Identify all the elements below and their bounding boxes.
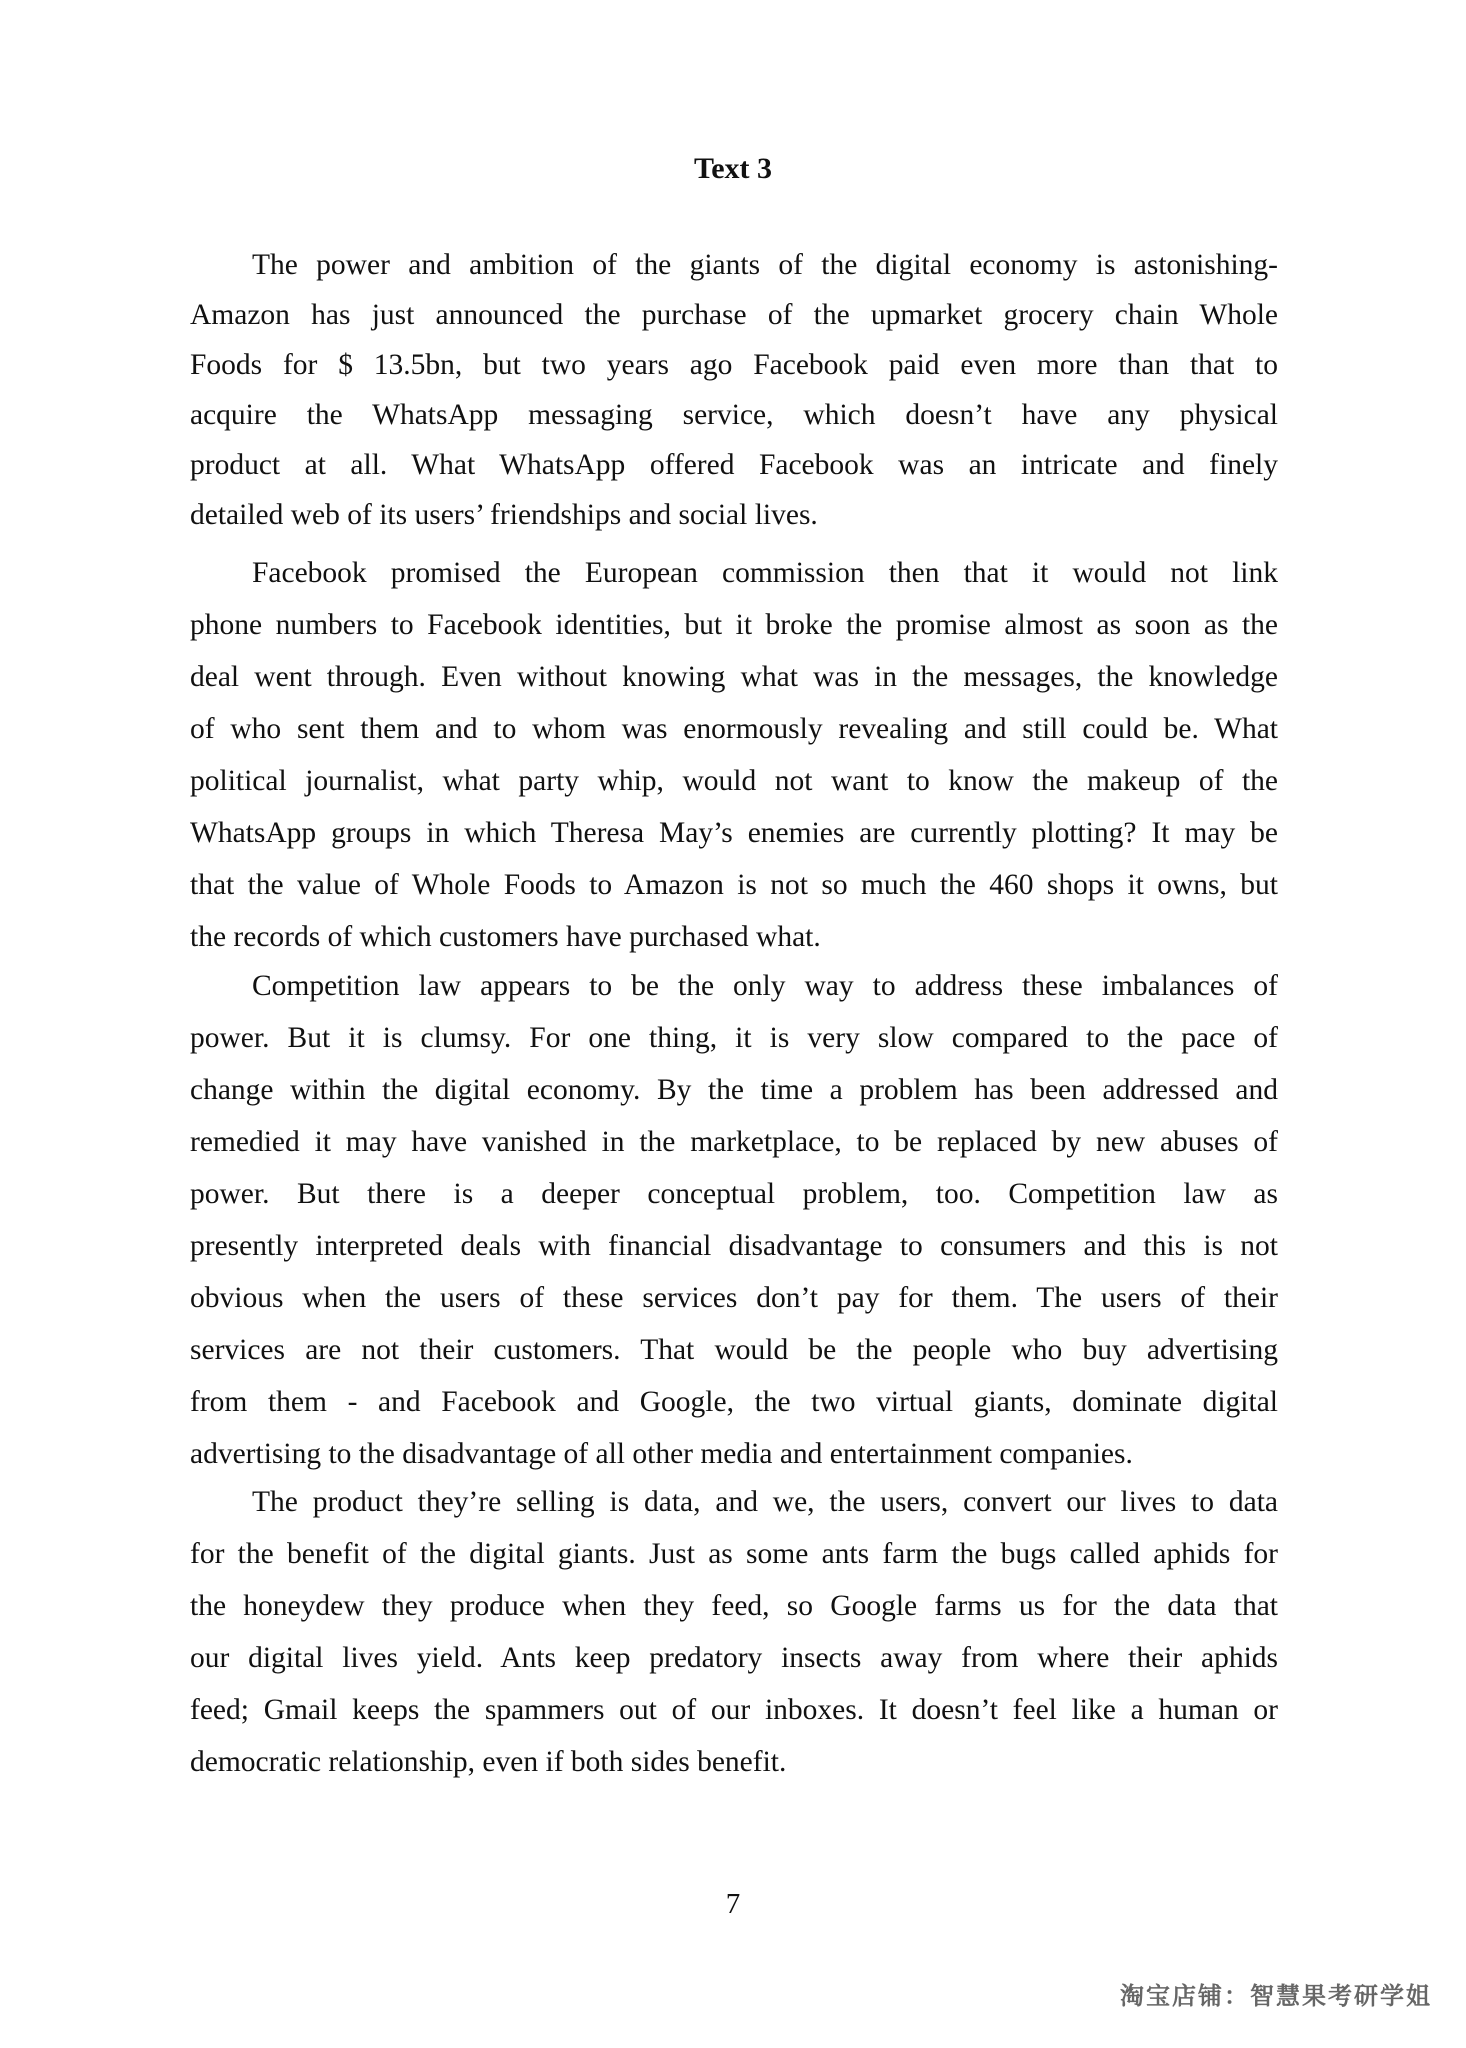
paragraph-4 <box>190 1476 1278 1788</box>
page-title: Text 3 <box>693 152 773 185</box>
text-line: services are not their customers. That would be the people who buy advertising <box>190 1334 1278 1366</box>
text-line: of who sent them and to whom was enormously revealing and still could be. What <box>190 713 1278 745</box>
text-line: the honeydew they produce when they feed, so Google farms us for the data that <box>190 1590 1278 1622</box>
text-line: phone numbers to Facebook identities, but it broke the promise almost as soon as the <box>190 609 1278 641</box>
text-line: presently interpreted deals with financial disadvantage to consumers and this is not <box>190 1230 1278 1262</box>
text-line: from them - and Facebook and Google, the two virtual giants, dominate digital <box>190 1386 1278 1418</box>
text-line: product at all. What WhatsApp offered Facebook was an intricate and finely <box>190 449 1278 481</box>
text-line: The power and ambition of the giants of the digital economy is astonishing- <box>252 249 1278 281</box>
text-line: remedied it may have vanished in the marketplace, to be replaced by new abuses of <box>190 1126 1278 1158</box>
shop-watermark: 淘宝店铺：智慧果考研学姐 <box>1120 1982 1432 2010</box>
text-line: Facebook promised the European commission then that it would not link <box>252 557 1278 589</box>
text-line: Amazon has just announced the purchase of the upmarket grocery chain Whole <box>190 299 1278 331</box>
text-line: deal went through. Even without knowing what was in the messages, the knowledge <box>190 661 1278 693</box>
text-line: political journalist, what party whip, would not want to know the makeup of the <box>190 765 1278 797</box>
text-line: The product they’re selling is data, and we, the users, convert our lives to data <box>252 1486 1278 1518</box>
page-number: 7 <box>725 1888 741 1920</box>
text-line: power. But there is a deeper conceptual problem, too. Competition law as <box>190 1178 1278 1210</box>
text-line: for the benefit of the digital giants. Just as some ants farm the bugs called aphids for <box>190 1538 1278 1570</box>
text-line: feed; Gmail keeps the spammers out of our inboxes. It doesn’t feel like a human or <box>190 1694 1278 1726</box>
paragraph-2 <box>190 547 1278 963</box>
paragraph-1 <box>190 240 1278 540</box>
text-line: our digital lives yield. Ants keep predatory insects away from where their aphids <box>190 1642 1278 1674</box>
text-line: acquire the WhatsApp messaging service, which doesn’t have any physical <box>190 399 1278 431</box>
text-line: change within the digital economy. By the time a problem has been addressed and <box>190 1074 1278 1106</box>
text-line: Competition law appears to be the only way to address these imbalances of <box>252 970 1278 1002</box>
paragraph-3 <box>190 960 1278 1480</box>
text-line: power. But it is clumsy. For one thing, it is very slow compared to the pace of <box>190 1022 1278 1054</box>
text-line: obvious when the users of these services don’t pay for them. The users of their <box>190 1282 1278 1314</box>
text-line: detailed web of its users’ friendships and social lives. <box>190 499 818 531</box>
text-line: democratic relationship, even if both sides benefit. <box>190 1746 787 1778</box>
text-line: WhatsApp groups in which Theresa May’s enemies are currently plotting? It may be <box>190 817 1278 849</box>
text-line: advertising to the disadvantage of all other media and entertainment companies. <box>190 1438 1133 1470</box>
text-line: that the value of Whole Foods to Amazon is not so much the 460 shops it owns, but <box>190 869 1278 901</box>
text-line: Foods for $ 13.5bn, but two years ago Facebook paid even more than that to <box>190 349 1278 381</box>
text-line: the records of which customers have purchased what. <box>190 921 821 953</box>
